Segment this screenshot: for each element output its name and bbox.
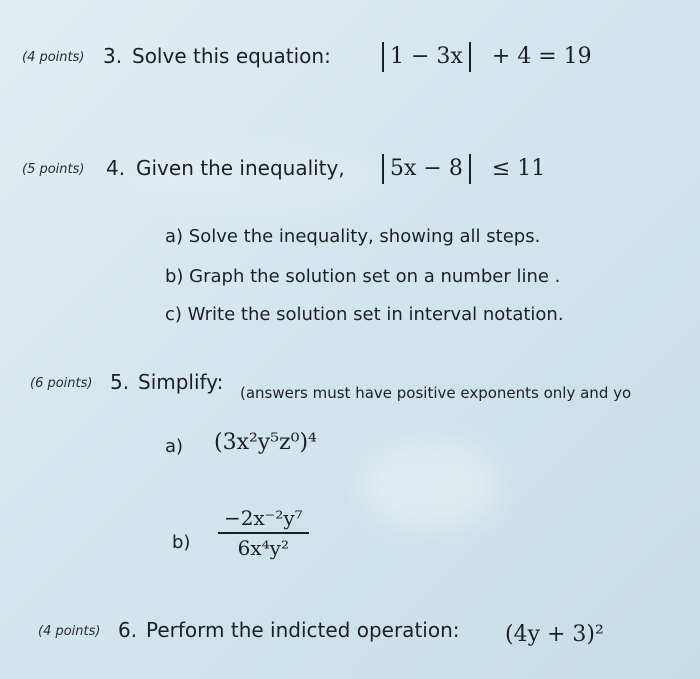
- abs-bar-right: [469, 42, 471, 72]
- q3-number: 3.: [103, 44, 123, 68]
- abs-bar-right: [469, 154, 471, 184]
- light-glare: [360, 440, 500, 530]
- q5-text: Simplify:: [138, 370, 224, 394]
- q3-points: (4 points): [22, 50, 85, 65]
- q4-part-b: b) Graph the solution set on a number line .: [165, 266, 561, 287]
- q3-text: Solve this equation:: [132, 44, 331, 68]
- q5-b-fraction: [218, 506, 309, 560]
- q4-part-c: c) Write the solution set in interval notation.: [165, 304, 564, 325]
- q4-points: (5 points): [22, 162, 85, 177]
- q5-b-label: b): [172, 532, 191, 553]
- q4-part-a: a) Solve the inequality, showing all steps.: [165, 226, 541, 247]
- q4-abs-inner: 5x − 8: [390, 156, 463, 181]
- q3-equation: [376, 42, 592, 72]
- q3-abs-inner: 1 − 3x: [390, 44, 463, 69]
- q6-expression: (4y + 3)²: [505, 622, 604, 647]
- q5-a-expression: (3x²y⁵z⁰)⁴: [214, 430, 317, 455]
- q5-b-denominator: 6x⁴y²: [237, 536, 289, 560]
- q4-inequality-rest: ≤ 11: [491, 156, 546, 181]
- q5-points: (6 points): [30, 376, 93, 391]
- q4-text: Given the inequality,: [136, 156, 345, 180]
- q6-text: Perform the indicted operation:: [146, 618, 460, 642]
- q5-number: 5.: [110, 370, 130, 394]
- abs-bar-left: [382, 154, 384, 184]
- q5-a-label: a): [165, 436, 184, 457]
- q6-points: (4 points): [38, 624, 101, 639]
- q5-b-numerator: −2x⁻²y⁷: [218, 506, 309, 534]
- q5-note: (answers must have positive exponents only and yo: [240, 384, 632, 402]
- q6-number: 6.: [118, 618, 138, 642]
- q4-number: 4.: [106, 156, 126, 180]
- abs-bar-left: [382, 42, 384, 72]
- q3-equation-rest: + 4 = 19: [491, 44, 592, 69]
- q4-inequality: [376, 154, 545, 184]
